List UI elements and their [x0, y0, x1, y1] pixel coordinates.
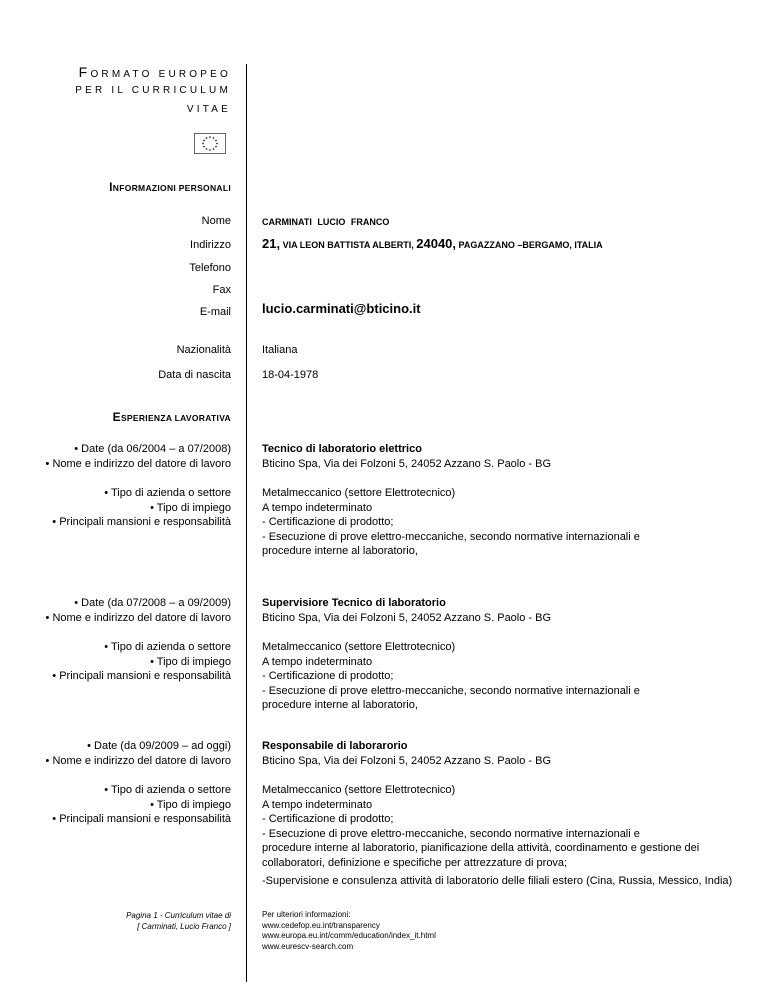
job-duty-line: -Supervisione e consulenza attività di laboratorio delle filiali estero (Cina, Russia, Messico, India): [262, 875, 733, 887]
job-duty-line: - Esecuzione di prove elettro-meccaniche, secondo normative internazionali e: [262, 531, 640, 543]
section-initial: E: [112, 410, 121, 424]
address-city: PAGAZZANO –BERGAMO, ITALIA: [456, 240, 603, 250]
footer-link[interactable]: www.eurescv-search.com: [262, 941, 354, 951]
job-employer: Bticino Spa, Via dei Folzoni 5, 24052 Azzano S. Paolo - BG: [262, 755, 552, 767]
job-duty-line: - Certificazione di prodotto;: [262, 670, 394, 682]
header-line-3: VITAE: [186, 104, 231, 115]
job-sector-label: • Tipo di azienda o settore: [104, 784, 231, 796]
address-number: 21,: [262, 236, 281, 251]
phone-label: Telefono: [189, 262, 231, 274]
footer-page-line: Pagina 1 - Curriculum vitae di: [126, 911, 231, 920]
job-duty-line: - Certificazione di prodotto;: [262, 516, 394, 528]
nationality-value: Italiana: [262, 344, 298, 356]
job-sector: Metalmeccanico (settore Elettrotecnico): [262, 641, 456, 653]
address-label: Indirizzo: [190, 239, 231, 251]
header-line-1: [79, 64, 231, 80]
column-divider: [246, 64, 247, 982]
job-duties-label: • Principali mansioni e responsabilità: [52, 516, 231, 528]
job-date-label: • Date (da 06/2004 – a 07/2008): [74, 443, 231, 455]
birth-date-value: 18-04-1978: [262, 369, 319, 381]
footer-page-line: [ Carminati, Lucio Franco ]: [137, 922, 231, 931]
job-duty-line: - Certificazione di prodotto;: [262, 813, 394, 825]
eu-flag-icon: [194, 133, 226, 154]
nationality-label: Nazionalità: [176, 344, 231, 356]
job-type-label: • Tipo di impiego: [150, 502, 231, 514]
job-sector-label: • Tipo di azienda o settore: [104, 641, 231, 653]
name-label: Nome: [201, 215, 231, 227]
job-duty-line: procedure interne al laboratorio, pianificazione della attività, coordinamento e gestione dei: [262, 842, 700, 854]
section-initial: I: [109, 180, 113, 194]
job-employer-label: • Nome e indirizzo del datore di lavoro: [45, 458, 231, 470]
fax-label: Fax: [212, 284, 231, 296]
job-title: Tecnico di laboratorio elettrico: [262, 443, 422, 455]
footer-info-heading: Per ulteriori informazioni:: [262, 910, 351, 919]
job-duties-label: • Principali mansioni e responsabilità: [52, 813, 231, 825]
job-employer-label: • Nome e indirizzo del datore di lavoro: [45, 612, 231, 624]
section-work-experience: [113, 410, 231, 424]
section-title-text: SPERIENZA LAVORATIVA: [120, 413, 231, 423]
name-value: CARMINATI LUCIO FRANCO: [262, 217, 390, 227]
footer-link[interactable]: www.europa.eu.int/comm/education/index_it.html: [262, 931, 436, 940]
footer-link[interactable]: www.cedefop.eu.int/transparency: [262, 920, 380, 930]
job-title: Responsabile di laborarorio: [262, 740, 408, 752]
job-type: A tempo indeterminato: [262, 656, 373, 668]
header-initial: F: [78, 64, 91, 80]
job-duties-label: • Principali mansioni e responsabilità: [52, 670, 231, 682]
job-sector: Metalmeccanico (settore Elettrotecnico): [262, 487, 456, 499]
job-date-label: • Date (da 09/2009 – ad oggi): [87, 740, 231, 752]
job-duty-line: procedure interne al laboratorio,: [262, 699, 418, 711]
address-zip: 24040,: [416, 236, 457, 251]
address-street: VIA LEON BATTISTA ALBERTI,: [280, 240, 417, 250]
email-value: lucio.carminati@bticino.it: [262, 301, 421, 316]
job-sector: Metalmeccanico (settore Elettrotecnico): [262, 784, 456, 796]
job-type: A tempo indeterminato: [262, 502, 373, 514]
job-employer: Bticino Spa, Via dei Folzoni 5, 24052 Azzano S. Paolo - BG: [262, 458, 552, 470]
job-duty-line: - Esecuzione di prove elettro-meccaniche, secondo normative internazionali e: [262, 828, 640, 840]
job-duty-line: collaboratori, definizione e specifiche per attrezzature di prova;: [262, 857, 568, 869]
job-duty-line: - Esecuzione di prove elettro-meccaniche, secondo normative internazionali e: [262, 685, 640, 697]
header-line-1-text: ORMATO EUROPEO: [90, 69, 231, 80]
job-employer: Bticino Spa, Via dei Folzoni 5, 24052 Azzano S. Paolo - BG: [262, 612, 552, 624]
birth-date-label: Data di nascita: [158, 369, 231, 381]
header-line-2: PER IL CURRICULUM: [75, 85, 231, 96]
job-title: Supervisiore Tecnico di laboratorio: [262, 597, 446, 609]
job-date-label: • Date (da 07/2008 – a 09/2009): [74, 597, 231, 609]
footer-page-info: [126, 910, 231, 932]
job-sector-label: • Tipo di azienda o settore: [104, 487, 231, 499]
job-type-label: • Tipo di impiego: [150, 656, 231, 668]
job-employer-label: • Nome e indirizzo del datore di lavoro: [45, 755, 231, 767]
address-value: [262, 237, 603, 253]
footer-links: [262, 910, 436, 952]
job-duty-line: procedure interne al laboratorio,: [262, 545, 418, 557]
section-personal-info: [109, 180, 231, 194]
job-type-label: • Tipo di impiego: [150, 799, 231, 811]
email-label: E-mail: [199, 306, 231, 318]
section-title-text: NFORMAZIONI PERSONALI: [112, 183, 231, 193]
job-type: A tempo indeterminato: [262, 799, 373, 811]
